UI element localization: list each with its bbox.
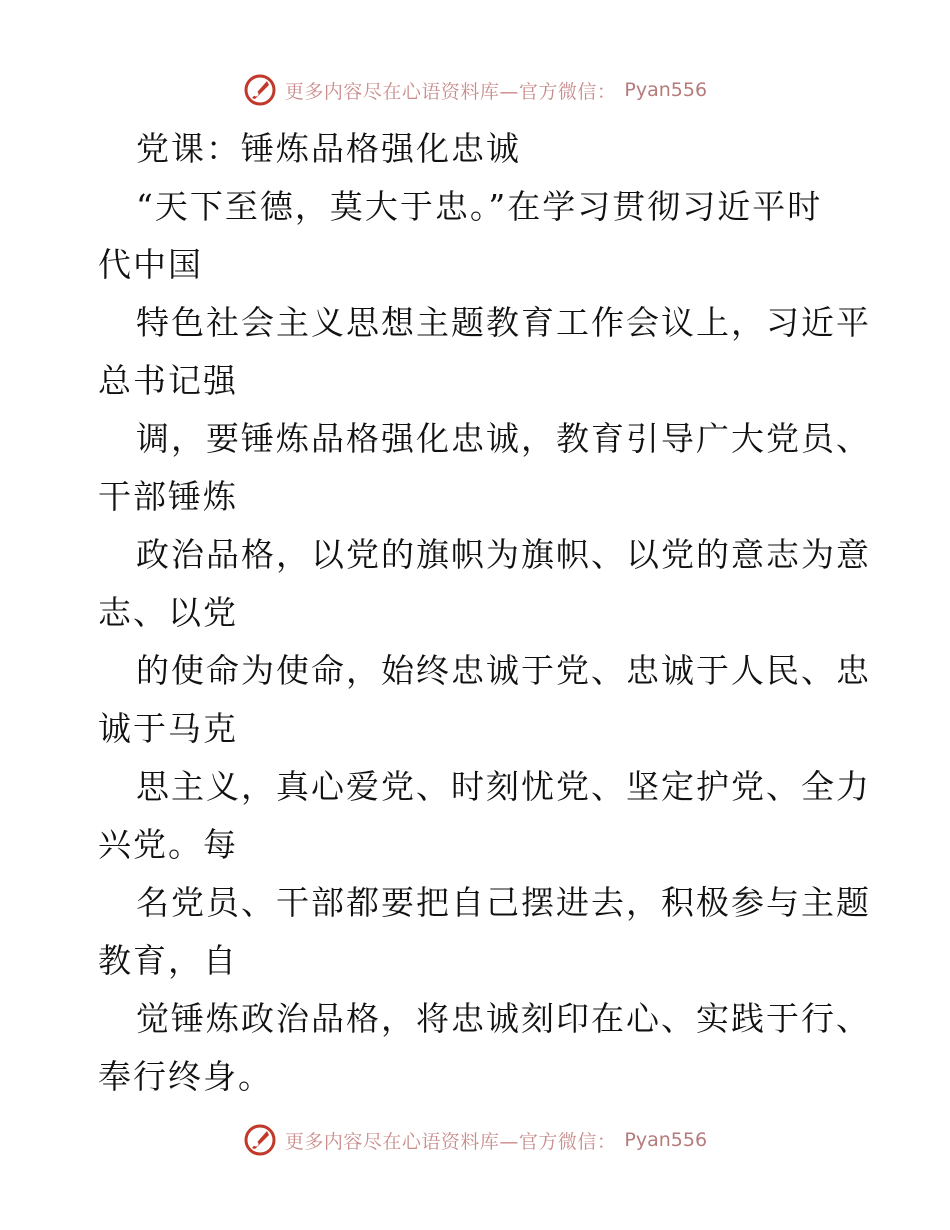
text-line: 奉行终身。 <box>98 1057 273 1096</box>
text-line: 特色社会主义思想主题教育工作会议上，习近平 <box>136 303 871 342</box>
text-line: 思主义，真心爱党、时刻忧党、坚定护党、全力 <box>136 767 871 806</box>
text-line: 觉锤炼政治品格，将忠诚刻印在心、实践于行、 <box>136 999 871 1038</box>
watermark-text: 更多内容尽在心语资料库—官方微信： <box>284 1130 617 1153</box>
text-line: “天下至德，莫大于忠。”在学习贯彻习近平时 <box>136 187 823 226</box>
text-line: 调，要锤炼品格强化忠诚，教育引导广大党员、 <box>136 419 871 458</box>
footer-watermark <box>0 1120 950 1160</box>
text-line: 代中国 <box>98 245 203 284</box>
text-line: 志、以党 <box>98 593 238 632</box>
quill-logo-icon <box>243 1123 277 1157</box>
text-line: 总书记强 <box>98 361 238 400</box>
watermark-wechat-id: Pyan556 <box>624 79 708 101</box>
text-line: 名党员、干部都要把自己摆进去，积极参与主题 <box>136 883 871 922</box>
header-watermark <box>0 70 950 110</box>
text-line: 教育，自 <box>98 941 238 980</box>
text-line: 干部锤炼 <box>98 477 238 516</box>
text-line: 兴党。每 <box>98 825 238 864</box>
text-line: 政治品格，以党的旗帜为旗帜、以党的意志为意 <box>136 535 871 574</box>
document-title: 党课：锤炼品格强化忠诚 <box>136 129 521 168</box>
text-line: 诚于马克 <box>98 709 238 748</box>
text-line: 的使命为使命，始终忠诚于党、忠诚于人民、忠 <box>136 651 871 690</box>
watermark-text: 更多内容尽在心语资料库—官方微信： <box>284 80 617 103</box>
document-body <box>98 120 871 1106</box>
watermark-wechat-id: Pyan556 <box>624 1129 708 1151</box>
quill-logo-icon <box>243 73 277 107</box>
